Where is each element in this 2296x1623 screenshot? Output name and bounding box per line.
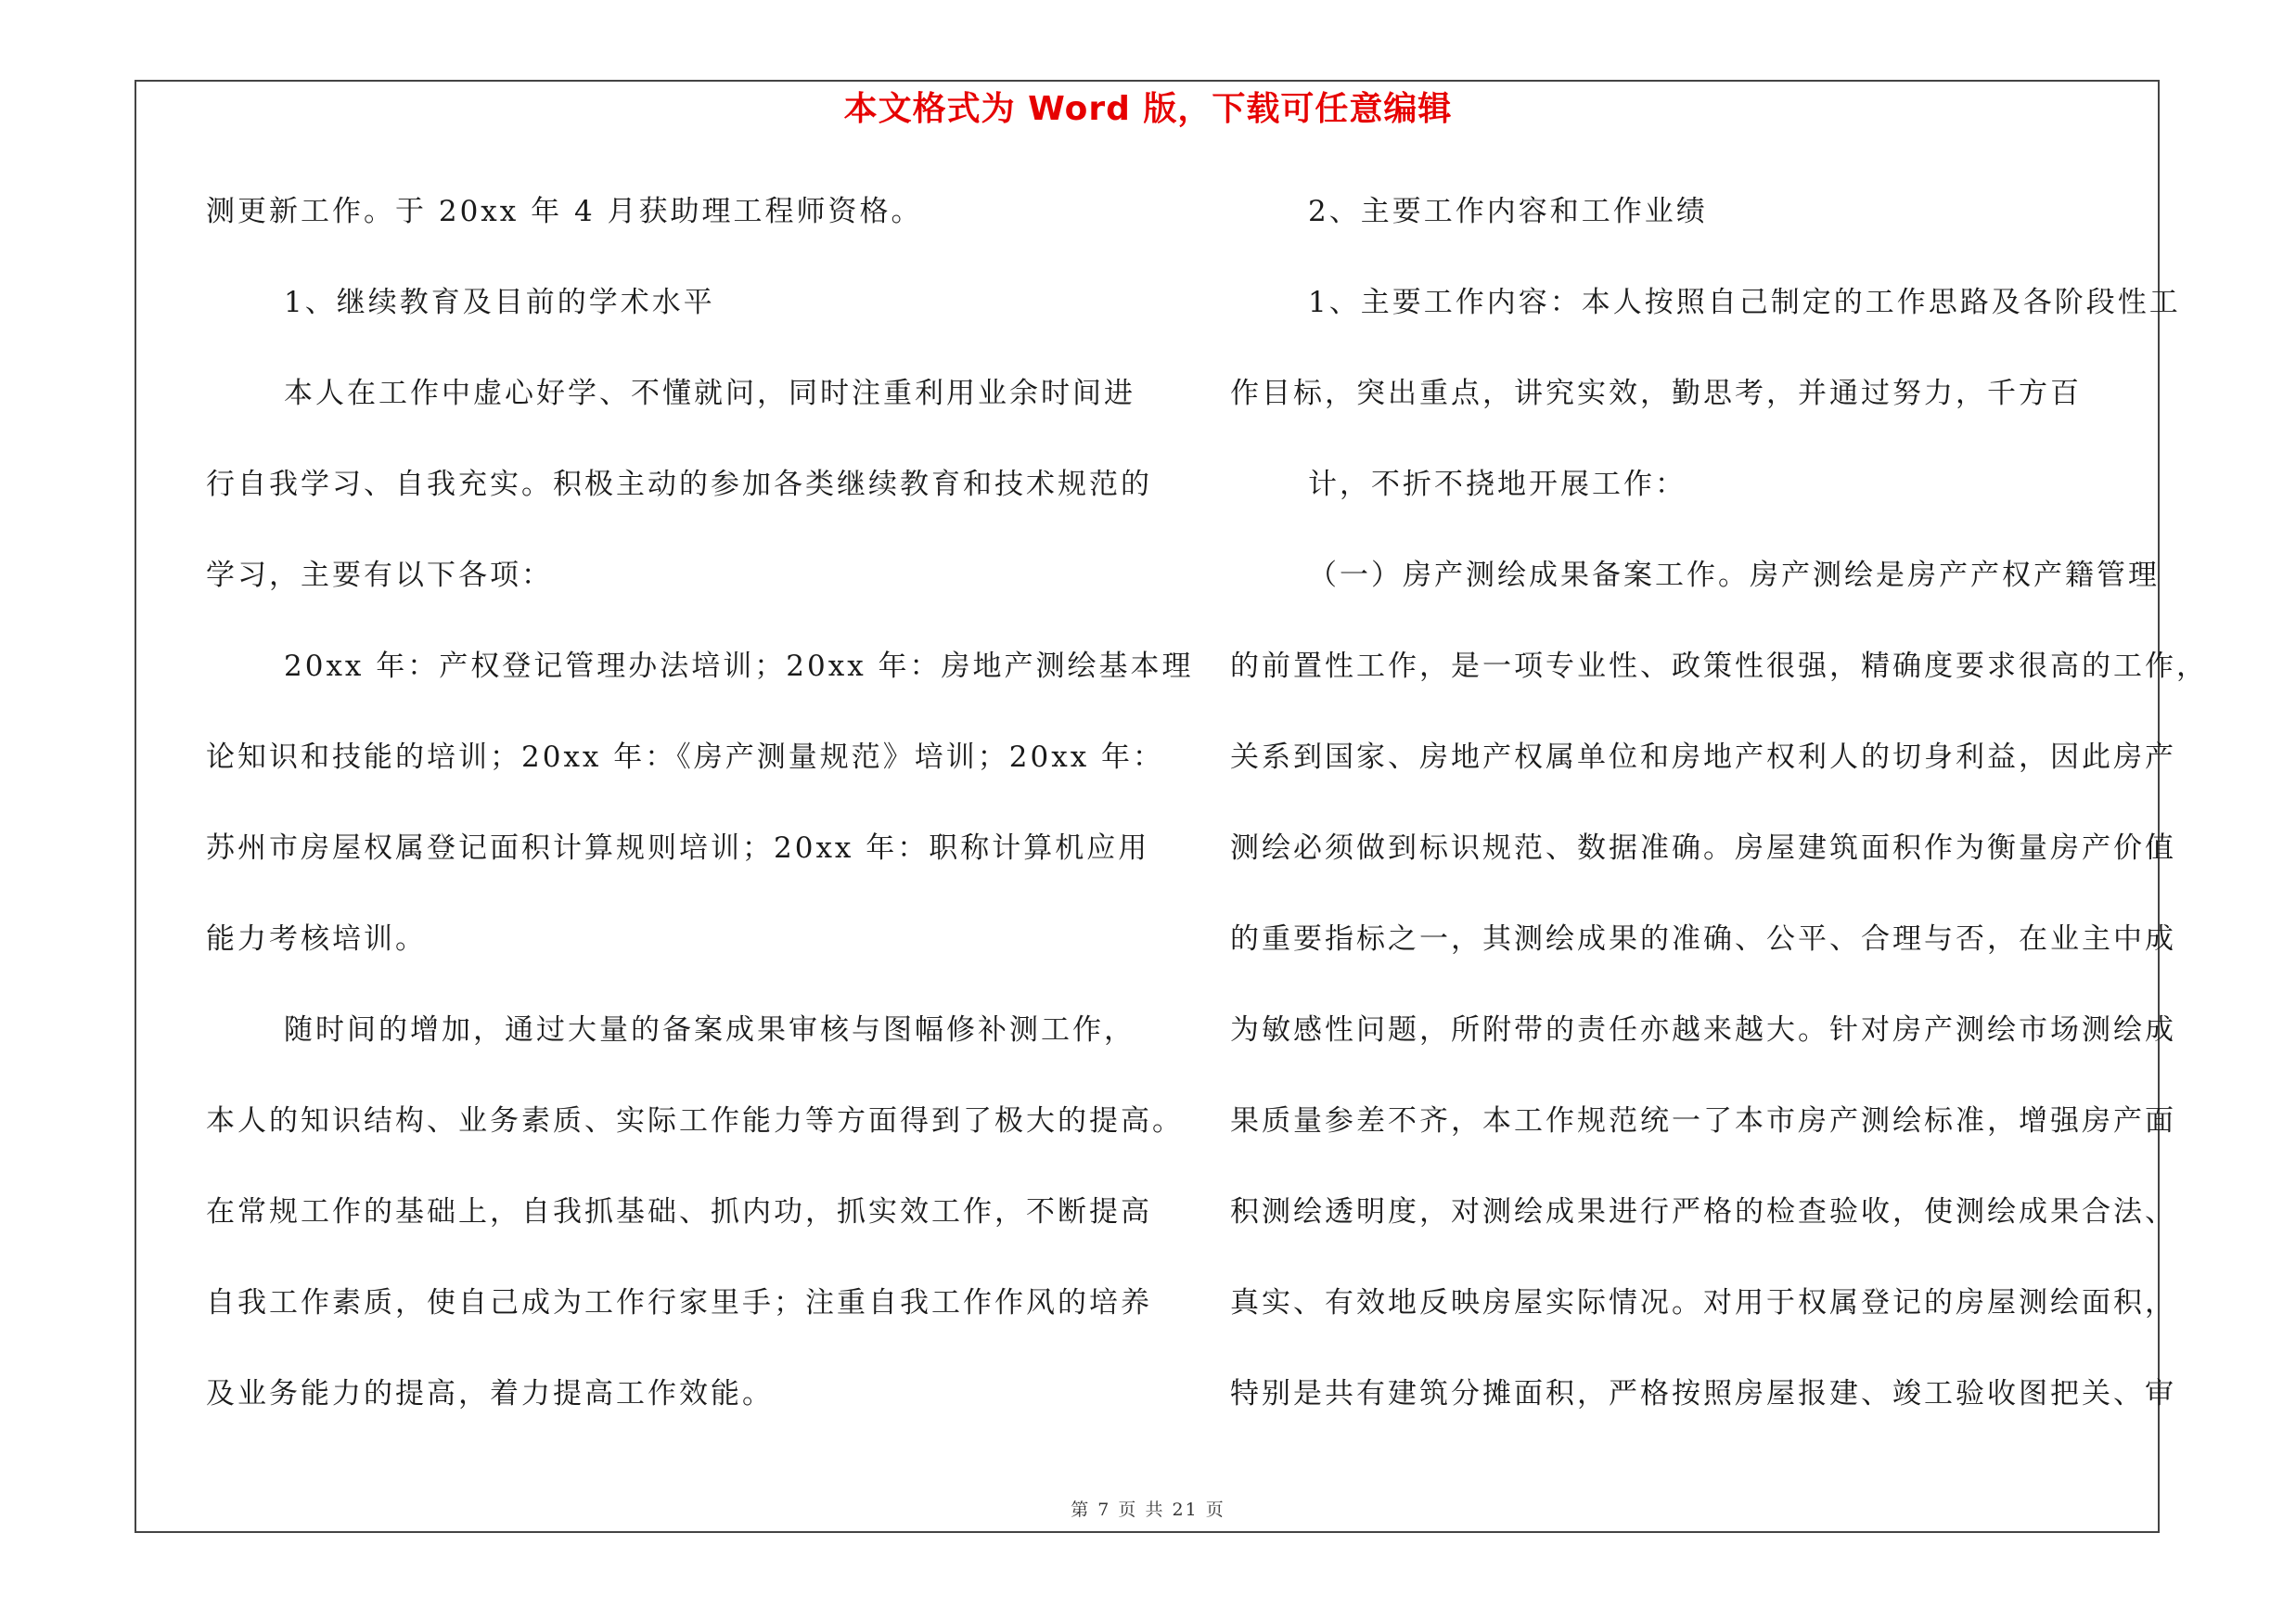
text-line: 积测绘透明度，对测绘成果进行严格的检查验收，使测绘成果合法、 <box>1230 1195 2176 1229</box>
text-line: 在常规工作的基础上，自我抓基础、抓内功，抓实效工作，不断提高 <box>206 1195 1152 1229</box>
text-line: 学习，主要有以下各项： <box>206 559 553 592</box>
text-line: 1、继续教育及目前的学术水平 <box>284 286 715 319</box>
text-line: 计，不折不挠地开展工作： <box>1308 468 1687 501</box>
text-line: 为敏感性问题，所附带的责任亦越来越大。针对房产测绘市场测绘成 <box>1230 1013 2176 1047</box>
text-line: 真实、有效地反映房屋实际情况。对用于权属登记的房屋测绘面积， <box>1230 1286 2176 1320</box>
text-line: （一）房产测绘成果备案工作。房产测绘是房产产权产籍管理 <box>1308 559 2160 592</box>
text-line: 苏州市房屋权属登记面积计算规则培训；20xx 年：职称计算机应用 <box>206 831 1150 865</box>
text-line: 能力考核培训。 <box>206 922 427 956</box>
text-line: 2、主要工作内容和工作业绩 <box>1308 195 1708 228</box>
text-line: 及业务能力的提高，着力提高工作效能。 <box>206 1377 774 1410</box>
text-line: 本人的知识结构、业务素质、实际工作能力等方面得到了极大的提高。 <box>206 1104 1184 1138</box>
text-line: 的前置性工作，是一项专业性、政策性很强，精确度要求很高的工作， <box>1230 650 2208 683</box>
text-line: 的重要指标之一，其测绘成果的准确、公平、合理与否，在业主中成 <box>1230 922 2176 956</box>
right-column <box>1230 186 2208 1459</box>
text-line: 20xx 年：产权登记管理办法培训；20xx 年：房地产测绘基本理 <box>284 650 1194 683</box>
text-line: 果质量参差不齐，本工作规范统一了本市房产测绘标准，增强房产面 <box>1230 1104 2176 1138</box>
text-line: 1、主要工作内容：本人按照自己制定的工作思路及各阶段性工 <box>1308 286 2181 319</box>
text-line: 本人在工作中虚心好学、不懂就问，同时注重利用业余时间进 <box>284 377 1135 410</box>
text-line: 测绘必须做到标识规范、数据准确。房屋建筑面积作为衡量房产价值 <box>1230 831 2176 865</box>
text-line: 特别是共有建筑分摊面积，严格按照房屋报建、竣工验收图把关、审 <box>1230 1377 2176 1410</box>
text-line: 作目标，突出重点，讲究实效，勤思考，并通过努力，千方百 <box>1230 377 2082 410</box>
text-line: 随时间的增加，通过大量的备案成果审核与图幅修补测工作， <box>284 1013 1135 1047</box>
text-line: 论知识和技能的培训；20xx 年：《房产测量规范》培训；20xx 年： <box>206 741 1165 774</box>
page-number: 第 7 页 共 21 页 <box>1071 1500 1225 1520</box>
format-banner: 本文格式为 Word 版，下载可任意编辑 <box>843 90 1453 128</box>
left-column <box>206 186 1194 1459</box>
text-line: 自我工作素质，使自己成为工作行家里手；注重自我工作作风的培养 <box>206 1286 1152 1320</box>
text-line: 测更新工作。于 20xx 年 4 月获助理工程师资格。 <box>206 195 923 228</box>
text-line: 关系到国家、房地产权属单位和房地产权利人的切身利益，因此房产 <box>1230 741 2176 774</box>
text-line: 行自我学习、自我充实。积极主动的参加各类继续教育和技术规范的 <box>206 468 1152 501</box>
